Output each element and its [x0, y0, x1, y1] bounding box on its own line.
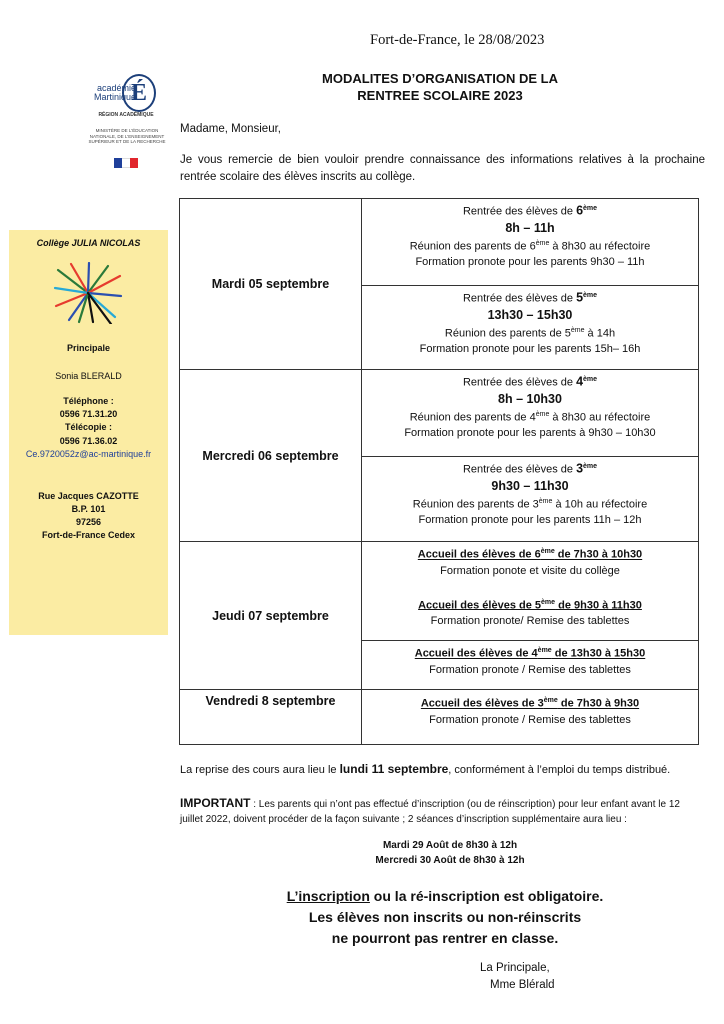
accueil-label: Accueil des élèves de 6: [417, 548, 541, 561]
level-suffix: ème: [535, 239, 550, 247]
accueil-hours: de 7h30 à 9h30: [557, 697, 640, 710]
table-row: [180, 199, 698, 369]
rentree-3eme-cell: [362, 456, 698, 545]
meeting-text: Réunion des parents de 6: [409, 240, 536, 253]
academie-logo: [78, 72, 174, 172]
training-text: Formation pronote pour les parents à 9h30 – 10h30: [404, 427, 656, 440]
level-suffix: ème: [583, 205, 598, 212]
title-line-1: MODALITES D’ORGANISATION DE LA: [322, 71, 558, 86]
principal-name: Sonia BLERALD: [55, 371, 122, 381]
warning-keyword: L’inscription: [286, 888, 370, 904]
day-cell: Jeudi 07 septembre: [180, 542, 362, 690]
college-logo-icon: [53, 262, 123, 324]
level-number: 6: [576, 203, 584, 218]
level-number: 4: [576, 374, 584, 389]
table-row: [180, 541, 698, 690]
document-title: [270, 70, 610, 104]
important-notice: [180, 796, 700, 827]
meeting-text: à 14h: [584, 327, 616, 340]
training-text: Formation pronote/ Remise des tablettes: [430, 615, 630, 628]
day-cell: Mercredi 06 septembre: [180, 370, 362, 542]
registration-warning: [230, 886, 660, 949]
training-text: Formation pronote / Remise des tablettes: [429, 663, 631, 676]
warning-text: Les élèves non inscrits ou non-réinscrits: [308, 909, 582, 925]
important-label: IMPORTANT: [180, 796, 251, 810]
principal-role: Principale: [66, 343, 111, 353]
accueil-hours: de 7h30 à 10h30: [554, 548, 643, 561]
warning-text: ne pourront pas rentrer en classe.: [331, 930, 559, 946]
level-suffix: ème: [583, 376, 598, 383]
rentree-5eme-cell: [362, 285, 698, 372]
meeting-text: à 10h au réfectoire: [552, 498, 648, 511]
table-row: [180, 369, 698, 542]
date-line: Fort-de-France, le 28/08/2023: [370, 32, 545, 48]
warning-text: ou la ré-inscription est obligatoire.: [369, 888, 604, 904]
accueil-3eme-cell: [362, 693, 698, 743]
martinique-label: Martinique: [94, 92, 137, 102]
level-number: 5: [576, 290, 584, 305]
address-line-1: Rue Jacques CAZOTTE: [38, 491, 139, 501]
intro-paragraph: Je vous remercie de bien vouloir prendre connaissance des informations relatives à la prochaine rentrée scolaire des élèves inscrits au collège.: [180, 154, 705, 183]
reprise-text: , conformément à l’emploi du temps distribué.: [448, 764, 671, 776]
address-line-4: Fort-de-France Cedex: [41, 530, 136, 540]
rentree-4eme-cell: [362, 372, 698, 454]
meeting-text: à 8h30 au réfectoire: [549, 240, 651, 253]
accueil-hours: de 13h30 à 15h30: [551, 647, 646, 660]
level-suffix: ème: [583, 463, 598, 470]
reprise-paragraph: [180, 762, 670, 776]
training-text: Formation ponote et visite du collège: [440, 564, 620, 577]
important-text: : Les parents qui n’ont pas effectué d’inscription (ou de réinscription) pour leur enfant avant le 12 juillet 2022, doivent procéder de la façon suivante ; 2 séances d’inscription supplémentaire aura lieu :: [180, 799, 680, 825]
rentree-label: Rentrée des élèves de: [462, 463, 577, 476]
training-text: Formation pronote pour les parents 9h30 – 11h: [415, 256, 645, 269]
level-suffix: ème: [537, 647, 552, 654]
email-link[interactable]: Ce.9720052z@ac-martinique.fr: [25, 449, 152, 459]
reprise-date: lundi 11 septembre: [339, 762, 449, 776]
fax-number: 0596 71.36.02: [59, 436, 118, 446]
level-suffix: ème: [543, 697, 558, 704]
level-suffix: ème: [538, 497, 553, 505]
accueil-label: Accueil des élèves de 5: [418, 599, 542, 612]
phone-label: Téléphone :: [63, 396, 114, 406]
meeting-text: à 8h30 au réfectoire: [549, 411, 651, 424]
table-row: [180, 689, 698, 745]
rentree-6eme-cell: [362, 201, 698, 283]
meeting-text: Réunion des parents de 3: [412, 498, 539, 511]
address-line-3: 97256: [75, 517, 102, 527]
signature-block: [480, 960, 555, 994]
meeting-text: Réunion des parents de 5: [444, 327, 571, 340]
accueil-label: Accueil des élèves de 4: [414, 647, 538, 660]
phone-number: 0596 71.31.20: [59, 409, 118, 419]
hours: 8h – 11h: [505, 220, 555, 235]
rentree-label: Rentrée des élèves de: [462, 376, 577, 389]
level-suffix: ème: [535, 410, 550, 418]
schedule-table: [179, 198, 699, 745]
school-info-sidebar: [9, 230, 168, 635]
day-cell: Vendredi 8 septembre: [180, 690, 362, 718]
meeting-text: Réunion des parents de 4: [409, 411, 536, 424]
region-label: RÉGION ACADÉMIQUE: [98, 112, 154, 118]
training-text: Formation pronote pour les parents 15h– 16h: [419, 343, 641, 356]
hours: 8h – 10h30: [498, 391, 562, 406]
rentree-label: Rentrée des élèves de: [462, 292, 577, 305]
college-name: Collège JULIA NICOLAS: [36, 238, 141, 248]
address-line-2: B.P. 101: [71, 504, 106, 514]
level-suffix: ème: [541, 598, 556, 606]
registration-sessions: [300, 838, 600, 868]
ministry-label: MINISTÈRE DE L'ÉDUCATION NATIONALE, DE L'ENSEIGNEMENT SUPÉRIEUR ET DE LA RECHERCHE: [88, 128, 166, 144]
level-suffix: ème: [583, 292, 598, 299]
academie-label: académie: [97, 83, 137, 93]
level-suffix: ème: [540, 548, 555, 555]
accueil-4eme-cell: [362, 640, 698, 693]
academie-e-emblem: É: [122, 74, 156, 112]
signature-name: Mme Blérald: [490, 979, 555, 991]
accueil-hours: de 9h30 à 11h30: [555, 599, 642, 612]
hours: 9h30 – 11h30: [491, 478, 569, 493]
reprise-text: La reprise des cours aura lieu le: [180, 764, 340, 776]
accueil-label: Accueil des élèves de 3: [420, 697, 544, 710]
training-text: Formation pronote pour les parents 11h – 12h: [418, 514, 642, 527]
salutation: Madame, Monsieur,: [180, 123, 281, 135]
hours: 13h30 – 15h30: [487, 307, 573, 322]
level-number: 3: [576, 461, 584, 476]
french-flag-icon: [114, 158, 138, 168]
level-suffix: ème: [570, 326, 585, 334]
rentree-label: Rentrée des élèves de: [462, 205, 577, 218]
session-item: Mercredi 30 Août de 8h30 à 12h: [375, 855, 525, 866]
session-item: Mardi 29 Août de 8h30 à 12h: [382, 840, 518, 851]
title-line-2: RENTREE SCOLAIRE 2023: [357, 88, 523, 103]
day-cell: Mardi 05 septembre: [180, 199, 362, 369]
fax-label: Télécopie :: [64, 422, 112, 432]
training-text: Formation pronote / Remise des tablettes: [429, 713, 631, 726]
signature-role: La Principale,: [480, 962, 550, 974]
accueil-6eme-5eme-cell: [362, 544, 698, 638]
